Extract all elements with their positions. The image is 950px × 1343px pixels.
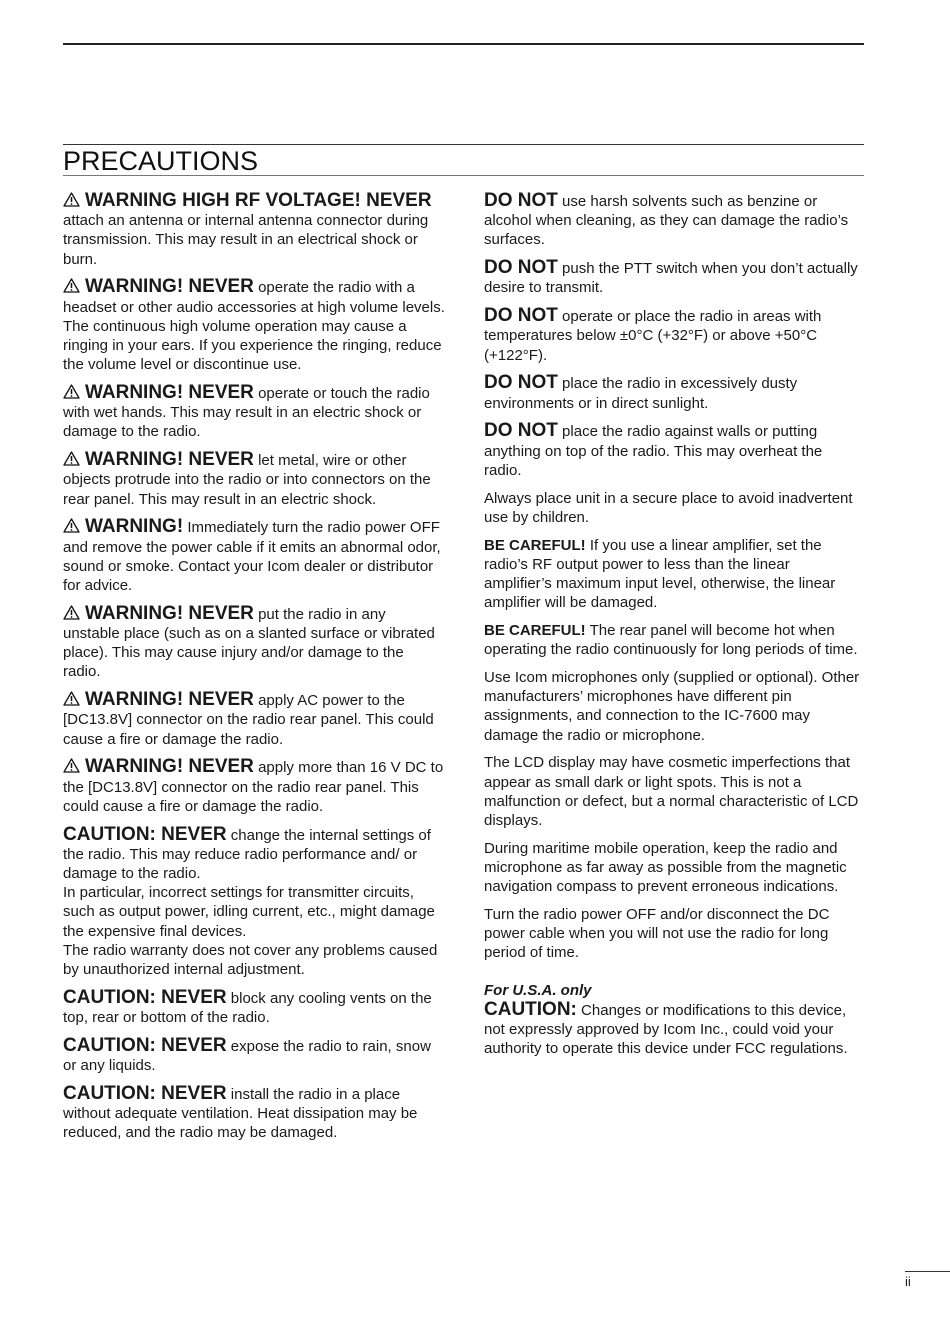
- right-paragraph: [484, 668, 860, 745]
- right-text: If you use a linear amplifier, set the radio’s RF output power to less than the linear amplifier’s maximum input level, otherwise, the linear amplifier will be damaged.: [484, 536, 836, 612]
- right-paragraph: [484, 753, 860, 830]
- usa-caution-text: Changes or modifications to this device, not expressly approved by Icom Inc., could void your authority to operate this device under FCC regulations.: [484, 1001, 848, 1058]
- right-paragraph: [484, 905, 860, 963]
- left-lead: WARNING! NEVER: [85, 449, 254, 471]
- right-lead: DO NOT: [484, 420, 558, 442]
- warning-triangle-icon: [63, 384, 80, 399]
- left-text: let metal, wire or other objects protrude into the radio or into connectors on the rear panel. This may result in an electric shock.: [63, 452, 431, 508]
- right-lead: BE CAREFUL!: [484, 536, 586, 554]
- right-text: use harsh solvents such as benzine or alcohol when cleaning, as they can damage the radio’s surfaces.: [484, 193, 849, 249]
- right-lead: DO NOT: [484, 372, 558, 394]
- left-text: expose the radio to rain, snow or any liquids.: [63, 1037, 431, 1075]
- right-paragraph: [484, 306, 860, 365]
- left-paragraph: [63, 517, 445, 595]
- right-paragraph: [484, 258, 860, 297]
- right-text: push the PTT switch when you don’t actually desire to transmit.: [484, 260, 858, 297]
- right-text: The rear panel will become hot when operating the radio continuously for long periods of time.: [484, 622, 858, 659]
- page-title: PRECAUTIONS: [63, 146, 259, 176]
- left-paragraph: [63, 1084, 445, 1143]
- right-paragraph: [484, 191, 860, 250]
- right-paragraph: [484, 489, 860, 527]
- left-text: operate or touch the radio with wet hands. This may result in an electric shock or damage to the radio.: [63, 385, 430, 441]
- left-paragraph: [63, 450, 445, 509]
- left-text: The radio warranty does not cover any problems caused by unauthorized internal adjustment.: [63, 941, 438, 979]
- left-paragraph: [63, 604, 445, 682]
- left-paragraph: [63, 1036, 445, 1075]
- left-text: block any cooling vents on the top, rear or bottom of the radio.: [63, 989, 432, 1027]
- left-text: install the radio in a place without adequate ventilation. Heat dissipation may be reduced, and the radio may be damaged.: [63, 1085, 418, 1142]
- left-paragraph: [63, 757, 445, 816]
- right-lead: BE CAREFUL!: [484, 622, 586, 640]
- right-text: place the radio against walls or putting anything on top of the radio. This may overheat the radio.: [484, 423, 823, 479]
- right-paragraph: [484, 839, 860, 897]
- left-lead: WARNING! NEVER: [85, 756, 254, 778]
- right-text: place the radio in excessively dusty environments or in direct sunlight.: [484, 375, 798, 412]
- left-paragraph: [63, 988, 445, 1027]
- right-text: Turn the radio power OFF and/or disconnect the DC power cable when you will not use the radio for long period of time.: [484, 906, 830, 962]
- warning-triangle-icon: [63, 192, 80, 207]
- left-lead: WARNING!: [85, 516, 184, 538]
- left-lead: WARNING! NEVER: [85, 602, 254, 624]
- left-text: Immediately turn the radio power OFF and remove the power cable if it emits an abnormal odor, sound or smoke. Contact your Icom dealer or distributor for advice.: [63, 519, 441, 595]
- left-lead: WARNING! NEVER: [85, 689, 254, 711]
- left-text: operate the radio with a headset or other audio accessories at high volume levels. The continuous high volume operation may cause a ringing in your ears. If you experience the ringing, reduce the volume level or discontinue use.: [63, 279, 445, 374]
- usa-caution-paragraph: [484, 1000, 860, 1059]
- left-text: change the internal settings of the radio. This may reduce radio performance and/ or damage to the radio.: [63, 826, 431, 883]
- left-text: In particular, incorrect settings for transmitter circuits, such as output power, idling current, etc., might damage the expensive final devices.: [63, 884, 435, 940]
- usa-caution-lead: CAUTION:: [484, 998, 577, 1020]
- right-text: The LCD display may have cosmetic imperfections that appear as small dark or light spots. This is not a malfunction or defect, but a normal characteristic of LCD displays.: [484, 754, 859, 830]
- warning-triangle-icon: [63, 691, 80, 706]
- left-lead: CAUTION: NEVER: [63, 823, 227, 845]
- left-paragraph: [63, 690, 445, 749]
- left-lead: WARNING! NEVER: [85, 382, 254, 404]
- left-paragraph: [63, 383, 445, 442]
- left-paragraph: [63, 191, 445, 269]
- right-text: operate or place the radio in areas with temperatures below ±0°C (+32°F) or above +50°C (+122°F).: [484, 308, 822, 364]
- warning-triangle-icon: [63, 451, 80, 466]
- page-number: ii: [905, 1271, 950, 1290]
- right-text: During maritime mobile operation, keep the radio and microphone as far away as possible from the magnetic navigation compass to prevent erroneous indications.: [484, 839, 847, 896]
- left-lead: CAUTION: NEVER: [63, 986, 227, 1008]
- warning-triangle-icon: [63, 518, 80, 533]
- right-lead: DO NOT: [484, 257, 558, 279]
- right-lead: DO NOT: [484, 305, 558, 327]
- right-paragraph: [484, 373, 860, 412]
- left-text: attach an antenna or internal antenna connector during transmission. This may result in an electrical shock or burn.: [63, 212, 429, 268]
- top-rule: [63, 43, 864, 45]
- right-lead: DO NOT: [484, 190, 558, 211]
- left-text: apply more than 16 V DC to the [DC13.8V] connector on the radio rear panel. This could cause a fire or damage the radio.: [63, 759, 444, 815]
- left-paragraph: [63, 825, 445, 980]
- right-paragraphs: [484, 191, 860, 963]
- left-lead: CAUTION: NEVER: [63, 1034, 227, 1056]
- left-lead: WARNING HIGH RF VOLTAGE! NEVER: [85, 190, 432, 211]
- left-lead: WARNING! NEVER: [85, 276, 254, 298]
- title-block: [63, 144, 864, 176]
- right-text: Use Icom microphones only (supplied or optional). Other manufacturers’ microphones have different pin assignments, and connection to the IC-7600 may damage the radio or microphone.: [484, 669, 860, 744]
- left-paragraph: [63, 277, 445, 374]
- right-paragraph: [484, 421, 860, 480]
- right-column: [484, 191, 860, 1067]
- right-text: Always place unit in a secure place to avoid inadvertent use by children.: [484, 489, 853, 526]
- usa-heading: For U.S.A. only: [484, 981, 592, 999]
- warning-triangle-icon: [63, 758, 80, 773]
- warning-triangle-icon: [63, 605, 80, 620]
- right-paragraph: [484, 621, 860, 659]
- warning-triangle-icon: [63, 278, 80, 293]
- left-text: apply AC power to the [DC13.8V] connector on the radio rear panel. This could cause a fire or damage the radio.: [63, 692, 434, 748]
- left-lead: CAUTION: NEVER: [63, 1082, 227, 1104]
- left-text: put the radio in any unstable place (such as on a slanted surface or vibrated place). This may cause injury and/or damage to the radio.: [63, 605, 435, 681]
- left-column: [63, 191, 445, 1151]
- right-paragraph: [484, 536, 860, 613]
